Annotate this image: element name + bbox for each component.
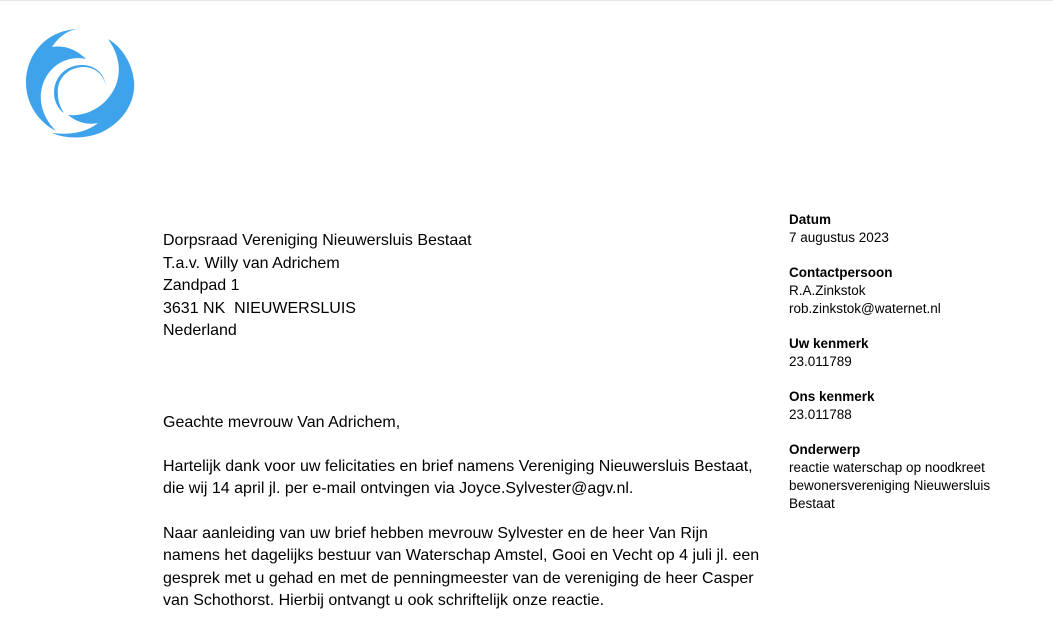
subject-line: reactie waterschap op noodkreet [789, 460, 985, 475]
recipient-line: 3631 NK NIEUWERSLUIS [163, 299, 356, 317]
paragraph-line: van Schothorst. Hierbij ontvangt u ook schriftelijk onze reactie. [163, 592, 605, 609]
letter-body [163, 412, 773, 635]
paragraph-line: gesprek met u gehad en met de penningmeester van de vereniging de heer Casper [163, 569, 754, 587]
paragraph-line: Hartelijk dank voor uw felicitaties en brief namens Vereniging Nieuwersluis Bestaat, [163, 457, 753, 475]
your-reference-block [789, 335, 1039, 371]
subject-block [789, 441, 1039, 513]
contact-email: rob.zinkstok@waternet.nl [789, 301, 941, 316]
contact-block [789, 264, 1039, 318]
subject-line: bewonersvereniging Nieuwersluis [789, 478, 991, 493]
salutation: Geachte mevrouw Van Adrichem, [163, 414, 401, 431]
paragraph-line: die wij 14 april jl. per e-mail ontvingen via Joyce.Sylvester@agv.nl. [163, 480, 634, 497]
date-block [789, 211, 1039, 247]
paragraph-thanks [163, 456, 773, 501]
recipient-line: Zandpad 1 [163, 277, 240, 294]
waternet-swirl-logo-icon [22, 25, 138, 139]
date-value: 7 augustus 2023 [789, 230, 889, 245]
recipient-line: Nederland [163, 322, 237, 339]
your-reference-label: Uw kenmerk [789, 336, 869, 351]
contact-label: Contactpersoon [789, 265, 893, 280]
paragraph-meeting [163, 523, 773, 613]
subject-label: Onderwerp [789, 442, 861, 457]
recipient-line: Dorpsraad Vereniging Nieuwersluis Bestaat [163, 232, 472, 249]
our-reference-label: Ons kenmerk [789, 389, 875, 404]
recipient-line: T.a.v. Willy van Adrichem [163, 254, 340, 272]
our-reference-value: 23.011788 [789, 407, 852, 422]
your-reference-value: 23.011789 [789, 354, 852, 369]
our-reference-block [789, 388, 1039, 424]
letter-metadata [789, 211, 1039, 530]
subject-line: Bestaat [789, 496, 835, 511]
paragraph-line: namens het dagelijks bestuur van Waterschap Amstel, Gooi en Vecht op 4 juli jl. een [163, 547, 760, 564]
contact-name: R.A.Zinkstok [789, 283, 866, 298]
date-label: Datum [789, 212, 832, 227]
recipient-address [163, 230, 472, 343]
paragraph-line: Naar aanleiding van uw brief hebben mevrouw Sylvester en de heer Van Rijn [163, 524, 708, 542]
